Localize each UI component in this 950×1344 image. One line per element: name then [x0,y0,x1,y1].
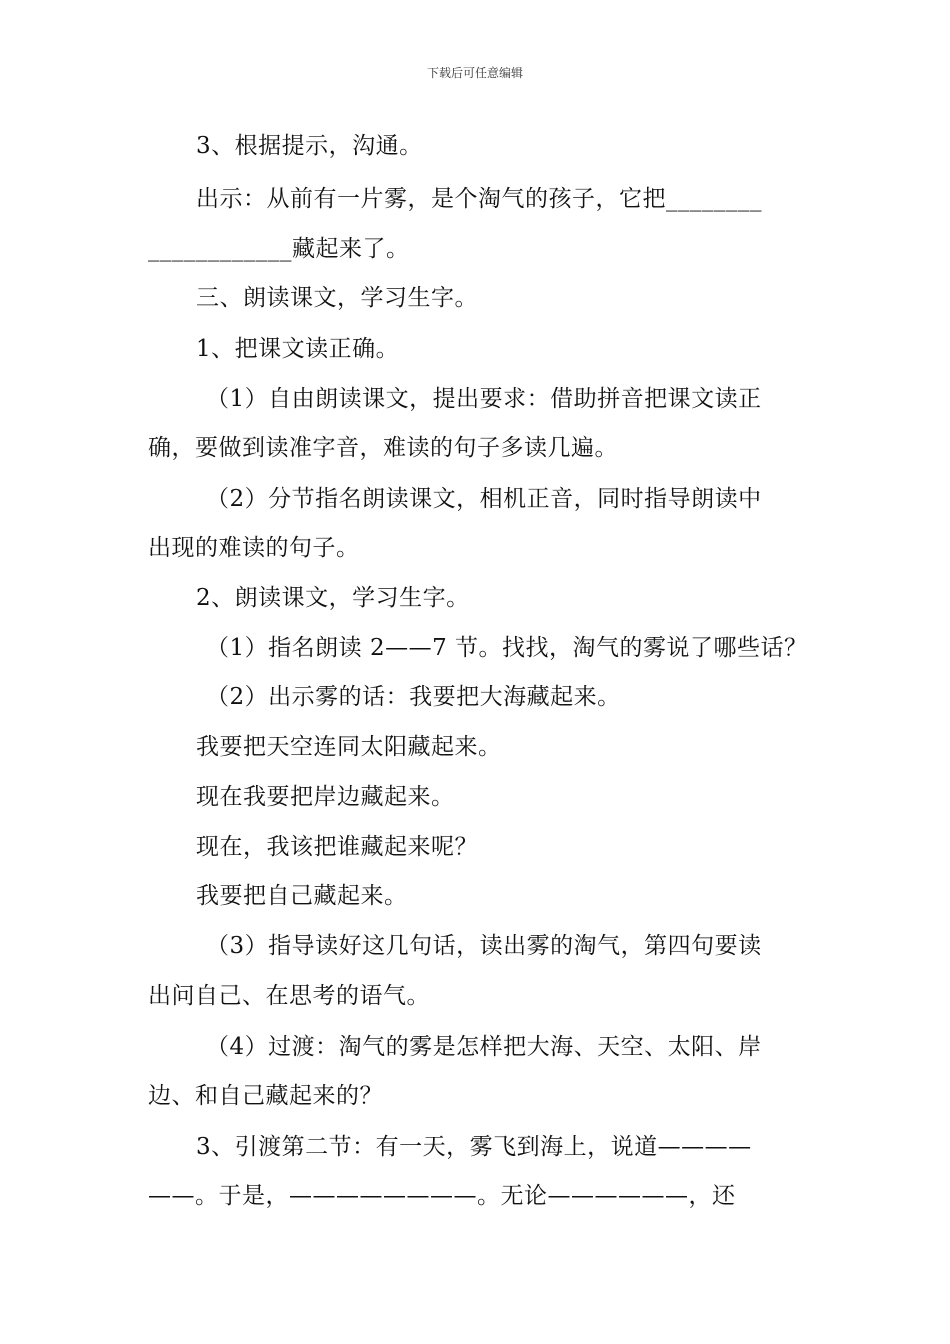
paragraph-line: 确，要做到读准字音，难读的句子多读几遍。 [148,435,618,461]
page-header-note: 下载后可任意编辑 [426,66,523,80]
paragraph-line: 三、朗读课文，学习生字。 [196,285,478,311]
paragraph-line: ____________藏起来了。 [148,236,410,262]
paragraph-line: （1）指名朗读 2——7 节。找找，淘气的雾说了哪些话？ [206,635,808,661]
paragraph-line: 我要把自己藏起来。 [196,883,408,909]
paragraph-line: 2、朗读课文，学习生字。 [196,585,470,611]
paragraph-line: 我要把天空连同太阳藏起来。 [196,734,502,760]
paragraph-line: 出示：从前有一片雾，是个淘气的孩子，它把________ [196,186,762,212]
paragraph-line: ——。于是，————————。无论——————，还 [148,1183,736,1209]
paragraph-line: 3、根据提示，沟通。 [196,133,423,159]
paragraph-line: 出现的难读的句子。 [148,535,360,561]
paragraph-line: 出问自己、在思考的语气。 [148,983,430,1009]
paragraph-line: （4）过渡：淘气的雾是怎样把大海、天空、太阳、岸 [206,1034,762,1060]
paragraph-line: 边、和自己藏起来的？ [148,1083,383,1109]
paragraph-line: （3）指导读好这几句话，读出雾的淘气，第四句要读 [206,933,762,959]
paragraph-line: （2）出示雾的话：我要把大海藏起来。 [206,684,621,710]
paragraph-line: 3、引渡第二节：有一天，雾飞到海上，说道———— [196,1134,752,1160]
paragraph-line: （2）分节指名朗读课文，相机正音，同时指导朗读中 [206,486,762,512]
paragraph-line: （1）自由朗读课文，提出要求：借助拼音把课文读正 [206,386,762,412]
paragraph-line: 现在，我该把谁藏起来呢？ [196,834,478,860]
paragraph-line: 1、把课文读正确。 [196,336,400,362]
paragraph-line: 现在我要把岸边藏起来。 [196,784,455,810]
